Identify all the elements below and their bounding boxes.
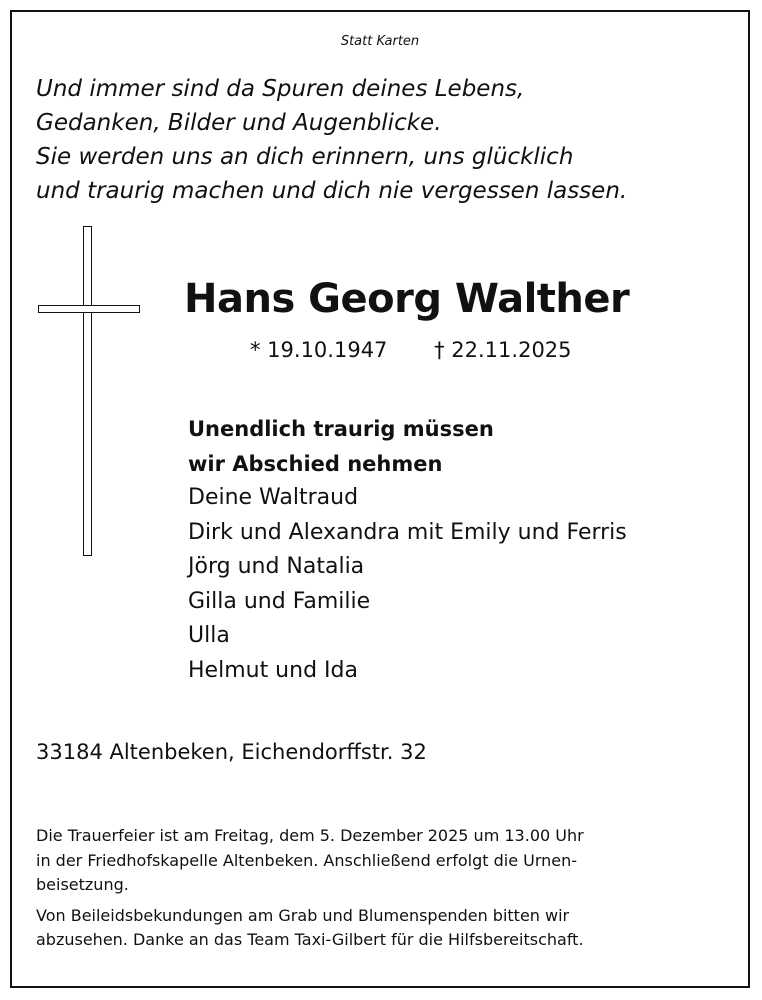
info-line: beisetzung. (36, 875, 129, 894)
mourners-list (188, 412, 627, 688)
poem (36, 72, 736, 208)
birth-date: * 19.10.1947 (250, 338, 388, 362)
mourners-intro-line: wir Abschied nehmen (188, 451, 443, 476)
obituary-notice (10, 10, 750, 988)
info-paragraph (36, 904, 748, 953)
mourner-name: Gilla und Familie (188, 588, 371, 614)
poem-line: Gedanken, Bilder und Augenblicke. (36, 110, 442, 136)
mourner-name: Deine Waltraud (188, 485, 359, 510)
mourners-intro-line: Unendlich traurig müssen (188, 417, 494, 441)
poem-line: und traurig machen und dich nie vergessen lassen. (36, 178, 628, 204)
poem-line: Sie werden uns an dich erinnern, uns glücklich (36, 144, 574, 170)
address: 33184 Altenbeken, Eichendorffstr. 32 (36, 740, 427, 764)
mourner-name: Dirk und Alexandra mit Emily und Ferris (188, 519, 627, 545)
header-note: Statt Karten (340, 34, 420, 49)
info-line: in der Friedhofskapelle Altenbeken. Anschließend erfolgt die Urnen- (36, 850, 578, 870)
deceased-name: Hans Georg Walther (184, 276, 630, 322)
info-line: Von Beileidsbekundungen am Grab und Blumenspenden bitten wir (36, 905, 570, 925)
mourner-name: Helmut und Ida (188, 657, 358, 683)
mourner-name: Jörg und Natalia (188, 554, 365, 579)
life-dates (250, 338, 572, 362)
death-date: † 22.11.2025 (434, 338, 572, 362)
info-line: abzusehen. Danke an das Team Taxi-Gilbert für die Hilfsbereitschaft. (36, 930, 584, 949)
poem-line: Und immer sind da Spuren deines Lebens, (36, 76, 525, 102)
mourner-name: Ulla (188, 623, 230, 648)
cross-icon (36, 226, 146, 556)
info-paragraph (36, 824, 748, 898)
funeral-info (36, 824, 748, 953)
info-line: Die Trauerfeier ist am Freitag, dem 5. Dezember 2025 um 13.00 Uhr (36, 826, 584, 845)
